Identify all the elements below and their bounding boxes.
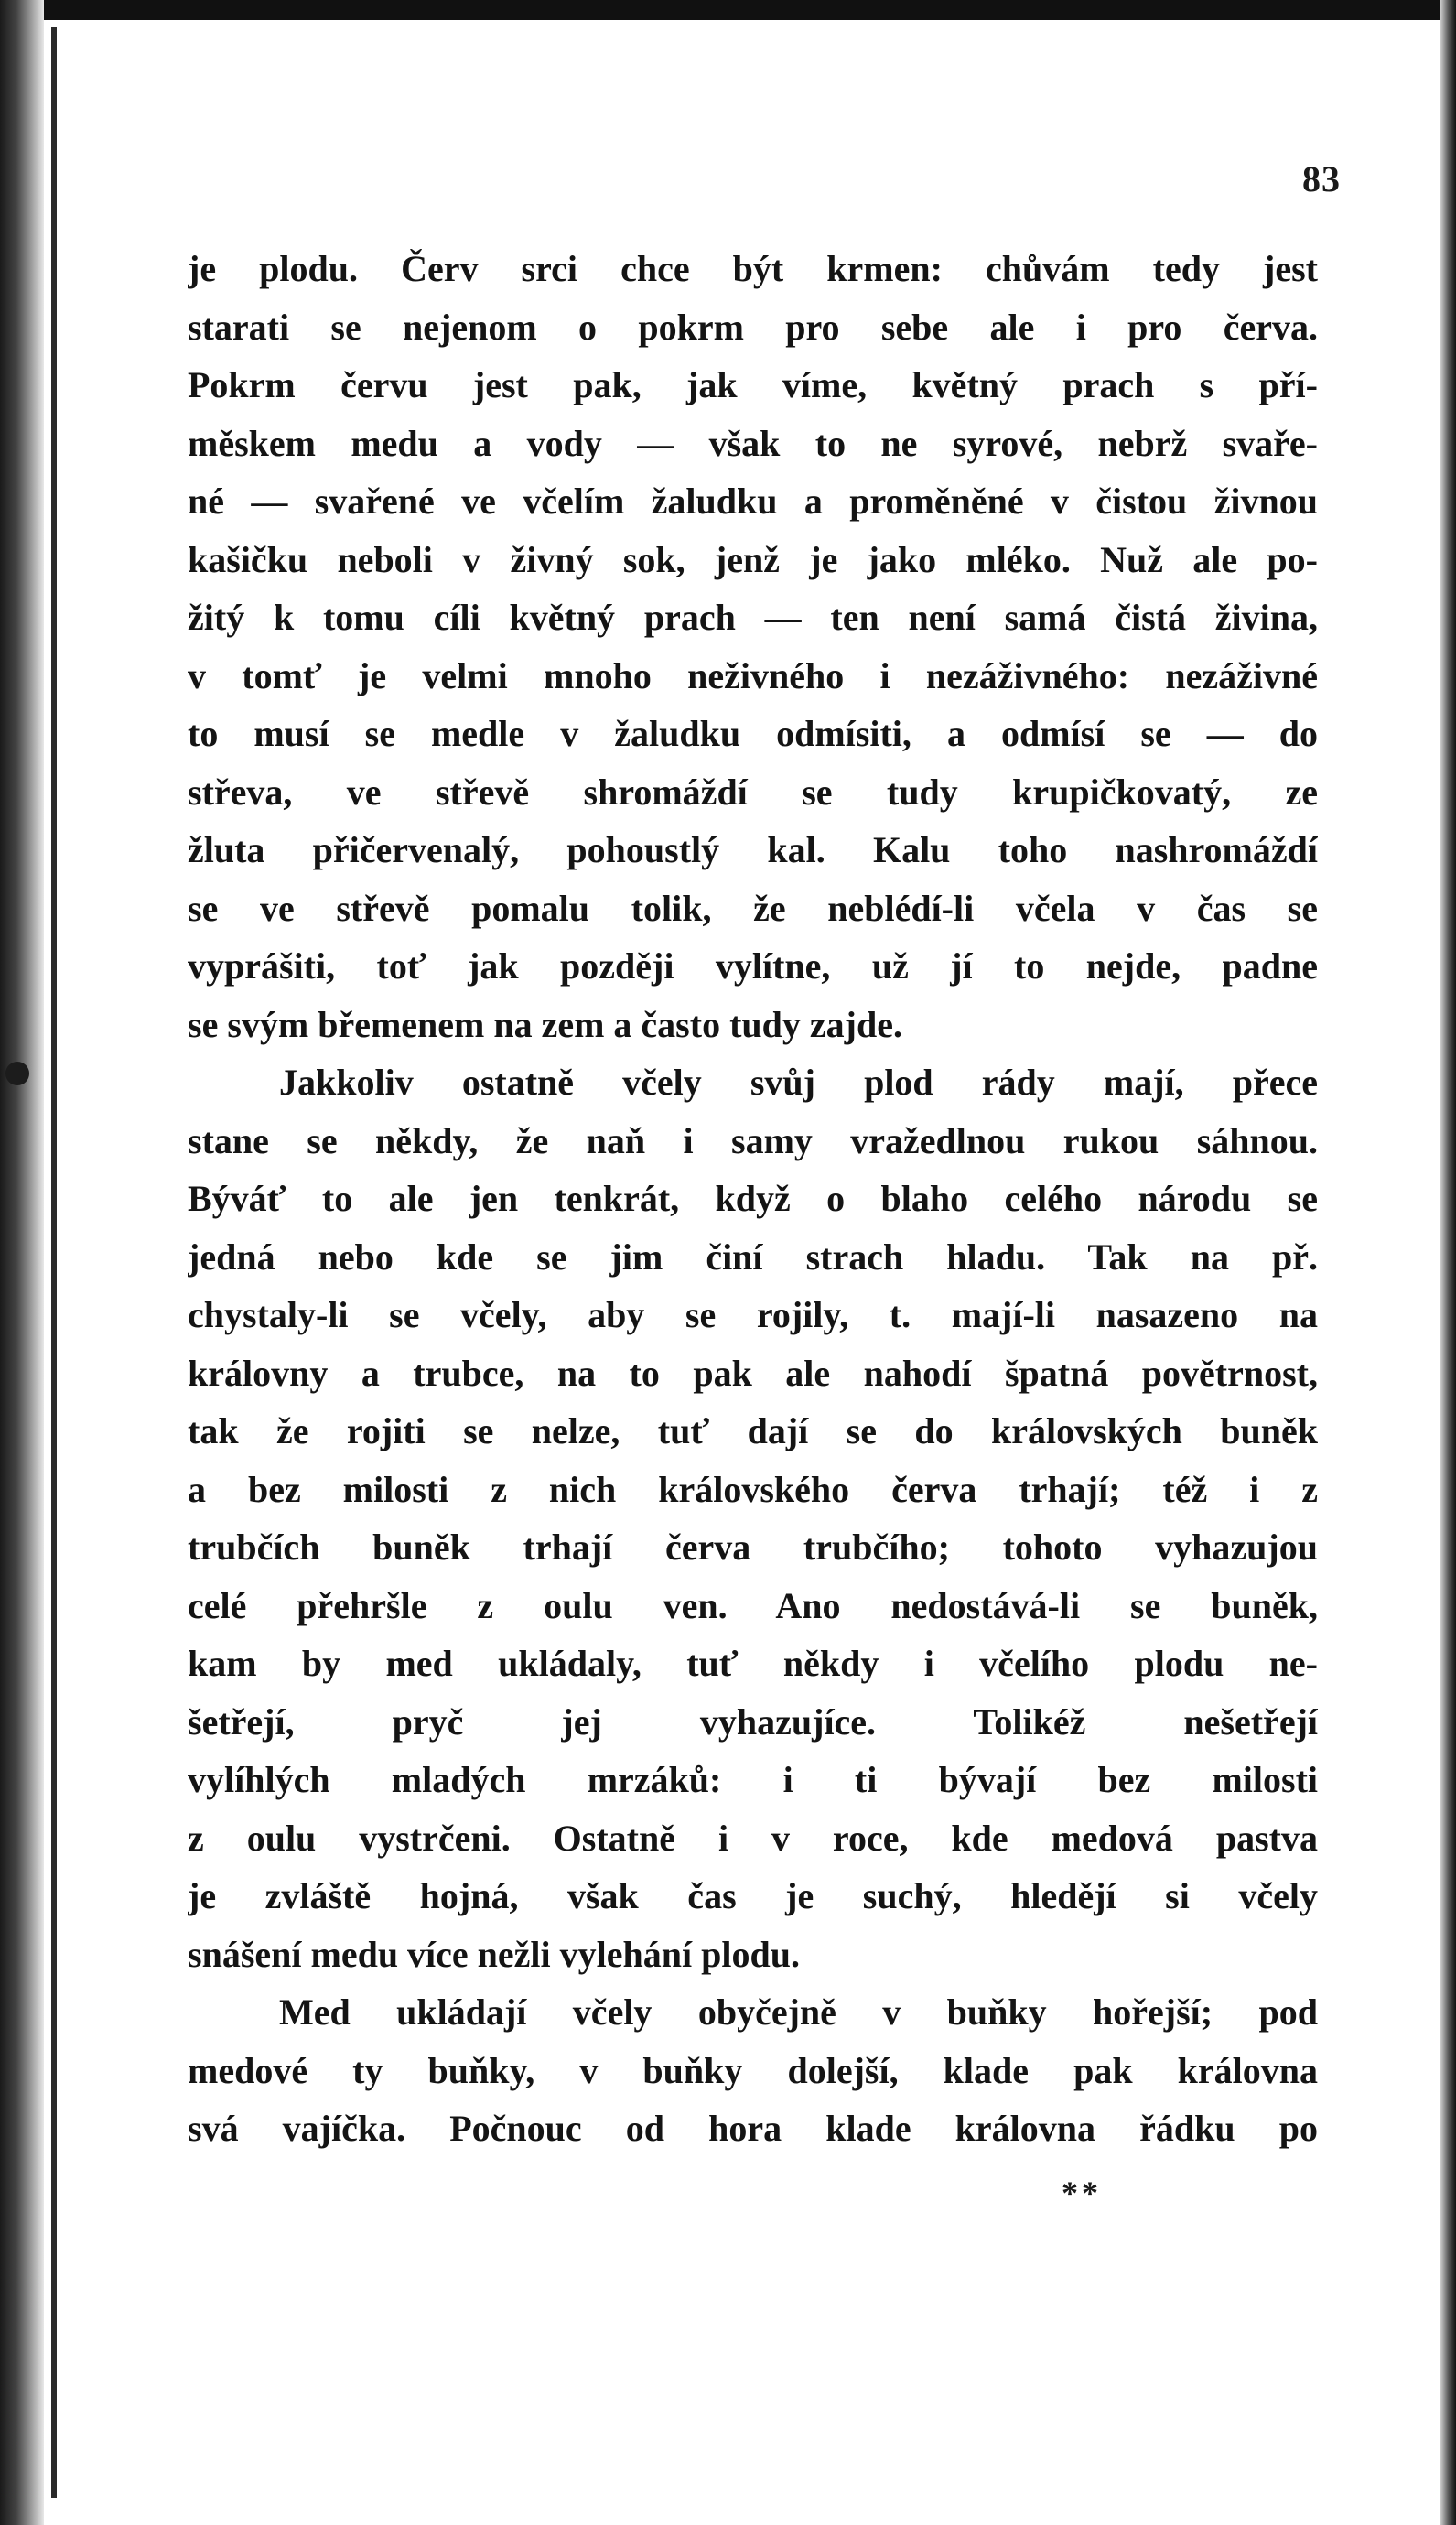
text-line: šetřejí, pryč jej vyhazujíce. Tolikéž nešetřejí [188,1700,1318,1743]
text-line: žluta přičervenalý, pohoustlý kal. Kalu toho nashromáždí [188,829,1318,870]
text-line: svá vajíčka. Počnouc od hora klade královna řádku po [188,2108,1318,2149]
printer-signature-mark: ** [1062,2174,1102,2211]
text-line: žitý k tomu cíli květný prach — ten není samá čistá živina, [188,597,1318,638]
text-line: snášení medu více nežli vylehání plodu. [188,1933,800,1975]
page-number: 83 [1302,158,1341,200]
body-text [188,240,1318,2158]
text-line: v tomť je velmi mnoho neživného i nezáživného: nezáživné [188,654,1318,696]
text-line: se ve střevě pomalu tolik, že neblédí-li včela v čas se [188,887,1318,929]
text-line: Pokrm červu jest pak, jak víme, květný prach s pří- [188,364,1318,405]
scan-top-edge [0,0,1456,20]
text-line: né — svařené ve včelím žaludku a proměněné v čistou živnou [188,480,1318,522]
text-line: jedná nebo kde se jim činí strach hladu. Tak na př. [188,1236,1318,1278]
paragraph-start-line: Jakkoliv ostatně včely svůj plod rády mají, přece [279,1062,1318,1103]
text-line: Býváť to ale jen tenkrát, když o blaho celého národu se [188,1178,1318,1219]
text-line: medové ty buňky, v buňky dolejší, klade pak královna [188,2049,1318,2091]
book-gutter-line [51,27,57,2498]
text-line: vyprášiti, toť jak později vylítne, už jí to nejde, padne [188,945,1318,987]
text-line: kašičku neboli v živný sok, jenž je jako mléko. Nuž ale po- [188,538,1318,580]
text-line: trubčích buněk trhají červa trubčího; tohoto vyhazujou [188,1527,1318,1568]
scan-left-edge [0,0,44,2525]
text-line: se svým břemenem na zem a často tudy zajde. [188,1003,902,1045]
ink-blot [5,1062,29,1085]
text-line: je plodu. Červ srci chce být krmen: chůvám tedy jest [188,248,1318,289]
text-line: chystaly-li se včely, aby se rojily, t. mají-li nasazeno na [188,1294,1318,1335]
text-line: stane se někdy, že naň i samy vražedlnou rukou sáhnou. [188,1119,1318,1161]
scan-right-edge [1440,0,1456,2525]
text-line: měskem medu a vody — však to ne syrové, nebrž svaře- [188,422,1318,464]
text-line: kam by med ukládaly, tuť někdy i včelího plodu ne- [188,1643,1318,1684]
text-line: celé přehršle z oulu ven. Ano nedostává-li se buněk, [188,1584,1318,1626]
text-line: z oulu vystrčeni. Ostatně i v roce, kde medová pastva [188,1817,1318,1859]
text-line: královny a trubce, na to pak ale nahodí špatná povětrnost, [188,1352,1318,1394]
text-line: to musí se medle v žaludku odmísiti, a odmísí se — do [188,713,1318,754]
paragraph-start-line: Med ukládají včely obyčejně v buňky hořejší; pod [279,1991,1318,2033]
text-line: tak že rojiti se nelze, tuť dají se do královských buněk [188,1410,1318,1451]
text-line: vylíhlých mladých mrzáků: i ti bývají bez milosti [188,1759,1318,1800]
text-line: starati se nejenom o pokrm pro sebe ale i pro červa. [188,306,1318,348]
text-line: a bez milosti z nich královského červa trhají; též i z [188,1468,1318,1510]
text-line: je zvláště hojná, však čas je suchý, hledějí si včely [188,1875,1318,1916]
text-line: střeva, ve střevě shromáždí se tudy krupičkovatý, ze [188,771,1318,813]
